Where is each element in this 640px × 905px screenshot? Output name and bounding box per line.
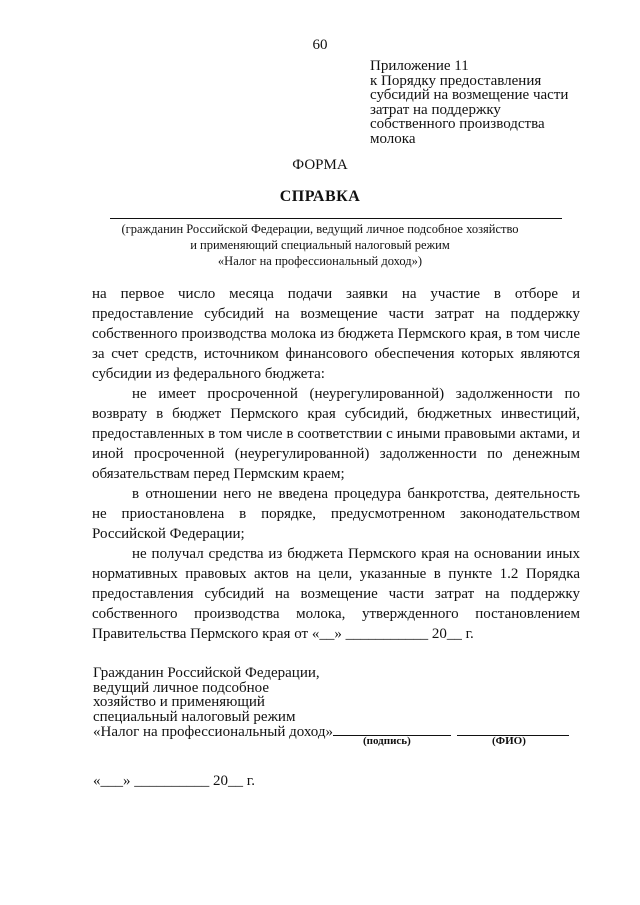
document-body bbox=[92, 284, 580, 644]
subtitle-line: и применяющий специальный налоговый режим bbox=[190, 238, 450, 252]
signature-line: специальный налоговый режим bbox=[93, 708, 296, 725]
signature-line: Гражданин Российской Федерации, bbox=[93, 665, 320, 681]
signature-block bbox=[93, 666, 569, 740]
appendix-line: молока bbox=[370, 130, 416, 147]
title-underline bbox=[110, 218, 562, 219]
body-paragraph-bankruptcy: в отношении него не введена процедура банкротства, деятельность не приостановлена в порядке, предусмотренном законодательством Российской Федерации; bbox=[92, 486, 580, 542]
name-caption: (ФИО) bbox=[492, 735, 526, 747]
form-label: ФОРМА bbox=[292, 157, 348, 173]
body-paragraph-funds: не получал средства из бюджета Пермского края на основании иных нормативных правовых актов на цели, указанные в пункте 1.2 Порядка предоставления субсидий на возмещение части затрат на поддержку собственного производства молока, утвержденного постановлением Правительства Пермского края от «__» ___________ 20__ г. bbox=[92, 546, 580, 642]
appendix-line: собственного производства bbox=[370, 116, 545, 132]
subtitle-block bbox=[0, 221, 640, 269]
signature-line: хозяйство и применяющий bbox=[93, 694, 265, 710]
signature-line: «Налог на профессиональный доход» bbox=[93, 724, 333, 740]
appendix-line: Приложение 11 bbox=[370, 58, 469, 74]
signature-line: ведущий личное подсобное bbox=[93, 679, 270, 696]
subtitle-line: «Налог на профессиональный доход») bbox=[217, 254, 423, 268]
document-title: СПРАВКА bbox=[279, 188, 361, 205]
appendix-line: субсидий на возмещение части bbox=[370, 87, 569, 103]
page-number: 60 bbox=[312, 37, 328, 53]
appendix-block bbox=[370, 59, 620, 146]
appendix-line: затрат на поддержку bbox=[370, 101, 501, 118]
body-paragraph-debt: не имеет просроченной (неурегулированной) задолженности по возврату в бюджет Пермского края субсидий, бюджетных инвестиций, предоставленных в том числе в соответствии с иными правовыми актами, и иной просроченной (неурегулированной) задолженности по денежным обязательствам перед Пермским краем; bbox=[92, 386, 580, 482]
signature-caption: (подпись) bbox=[363, 735, 411, 747]
body-paragraph-intro: на первое число месяца подачи заявки на участие в отборе и предоставление субсидий на возмещение части затрат на поддержку собственного производства молока из бюджета Пермского края, в том числе за счет средств, источником финансового обеспечения которых являются субсидии из федерального бюджета: bbox=[92, 286, 580, 382]
signature-date: «___» __________ 20__ г. bbox=[93, 773, 255, 789]
appendix-line: к Порядку предоставления bbox=[370, 72, 542, 89]
subtitle-line: (гражданин Российской Федерации, ведущий личное подсобное хозяйство bbox=[121, 222, 519, 236]
